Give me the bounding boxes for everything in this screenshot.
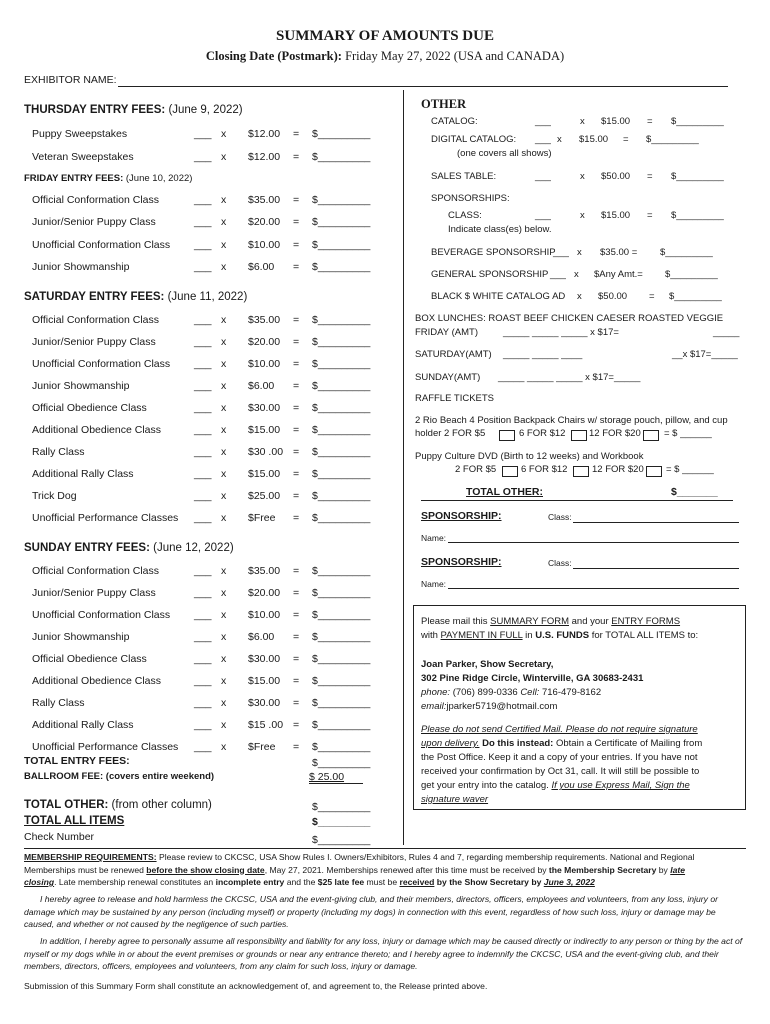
fee-qty[interactable]: ___ xyxy=(194,631,212,643)
class-label: CLASS: xyxy=(448,210,482,221)
catalog-qty[interactable]: ___ xyxy=(535,116,551,127)
fee-qty[interactable]: ___ xyxy=(194,446,212,458)
general-label: GENERAL SPONSORSHIP xyxy=(431,269,549,280)
fee-label: Junior Showmanship xyxy=(32,631,130,643)
black-white-x: x xyxy=(577,291,582,302)
fee-price: $20.00 xyxy=(248,587,281,599)
fee-amount[interactable]: $_________ xyxy=(312,151,371,163)
fee-price: $10.00 xyxy=(248,609,281,621)
fee-label: Rally Class xyxy=(32,446,85,458)
friday-heading: FRIDAY ENTRY FEES: (June 10, 2022) xyxy=(24,173,193,184)
fee-eq: = xyxy=(293,697,300,709)
rio-6for12-checkbox[interactable] xyxy=(571,430,587,441)
release-paragraph-2: In addition, I hereby agree to personally assume all responsibility and liability for any loss, injury or damage which may be caused directly or indirectly to any person or thing by the act of myself or my dogs while in or about the event premises or grounds or near any entrance thereto; and I hereby agree to indemnify the CKCSC, USA and the event-giving club, and their members, directors, officers, employees and volunteers, from any claim for such loss, injury or damage. xyxy=(24,936,743,971)
digital-catalog-x: x xyxy=(557,134,562,145)
fee-x: x xyxy=(221,609,227,621)
fee-x: x xyxy=(221,697,227,709)
fee-eq: = xyxy=(293,446,300,458)
fee-qty[interactable]: ___ xyxy=(194,490,212,502)
fee-qty[interactable]: ___ xyxy=(194,719,212,731)
digital-catalog-price: $15.00 xyxy=(579,134,609,145)
total-other-rule xyxy=(421,500,733,501)
fee-label: Trick Dog xyxy=(32,490,77,502)
fee-eq: = xyxy=(293,565,300,577)
fee-amount[interactable]: $_________ xyxy=(312,128,371,140)
beverage-amount[interactable]: $_________ xyxy=(660,247,713,258)
fee-qty[interactable]: ___ xyxy=(194,565,212,577)
fee-x: x xyxy=(221,512,227,524)
saturday-amt-total[interactable]: __x $17=_____ xyxy=(672,349,738,360)
fee-label: Junior Showmanship xyxy=(32,380,130,392)
catalog-eq: = xyxy=(647,116,653,127)
sales-table-x: x xyxy=(580,171,585,182)
fee-label: Rally Class xyxy=(32,697,85,709)
fee-label: Unofficial Conformation Class xyxy=(32,609,171,621)
sponsorship-1-name-label: Name: xyxy=(421,533,447,543)
saturday-amt-fields[interactable]: _____ _____ ____ xyxy=(503,349,583,360)
catalog-price: $15.00 xyxy=(601,116,631,127)
other-heading: OTHER xyxy=(421,97,467,111)
fee-label: Official Conformation Class xyxy=(32,565,160,577)
mail-line-1: Please mail this SUMMARY FORM and your ENTRY FORMS xyxy=(421,616,681,627)
black-white-label: BLACK $ WHITE CATALOG AD xyxy=(431,291,566,302)
fee-amount[interactable]: $_________ xyxy=(312,216,371,229)
fee-amount[interactable]: $_________ xyxy=(312,194,371,206)
fee-eq: = xyxy=(293,260,300,273)
page-title: SUMMARY OF AMOUNTS DUE xyxy=(276,28,494,44)
warn-line-6: signature waver xyxy=(421,794,489,805)
secretary-email: email:jparker5719@hotmail.com xyxy=(421,701,558,712)
class-note: Indicate class(es) below. xyxy=(448,224,552,235)
total-all-items-label: TOTAL ALL ITEMS xyxy=(24,815,125,827)
fee-x: x xyxy=(221,216,227,229)
pc-2for5-checkbox[interactable] xyxy=(502,466,518,477)
fee-label: Additional Rally Class xyxy=(32,719,134,731)
fee-label: Puppy Sweepstakes xyxy=(32,128,128,140)
fee-amount[interactable]: $_________ xyxy=(312,631,371,643)
fee-qty[interactable]: ___ xyxy=(194,468,212,480)
fee-label: Junior/Senior Puppy Class xyxy=(32,216,156,229)
fee-price: $Free xyxy=(248,512,276,524)
warn-line-1: Please do not send Certified Mail. Please do not require signature xyxy=(421,724,698,735)
fee-qty[interactable]: ___ xyxy=(194,512,212,524)
thursday-heading: THURSDAY ENTRY FEES: (June 9, 2022) xyxy=(24,104,243,116)
box-lunches-label: BOX LUNCHES: ROAST BEEF CHICKEN CAESER ROASTED VEGGIE xyxy=(415,313,724,324)
fee-eq: = xyxy=(293,631,300,643)
sales-table-price: $50.00 xyxy=(601,171,631,182)
fee-eq: = xyxy=(293,151,300,163)
ballroom-underline xyxy=(309,783,363,784)
fee-label: Junior/Senior Puppy Class xyxy=(32,587,156,599)
mail-line-2: with PAYMENT IN FULL in U.S. FUNDS for TOTAL ALL ITEMS to: xyxy=(421,630,699,641)
general-amount[interactable]: $_________ xyxy=(665,269,718,280)
sponsorship-1-class-field[interactable] xyxy=(573,522,739,523)
pc-6for12-label: 6 FOR $12 xyxy=(521,464,568,475)
sponsorship-1-name-field[interactable] xyxy=(448,542,739,543)
fee-amount[interactable]: $_________ xyxy=(312,512,371,524)
digital-catalog-label: DIGITAL CATALOG: xyxy=(431,134,517,145)
fee-eq: = xyxy=(293,380,300,392)
fee-eq: = xyxy=(293,490,300,502)
fee-amount[interactable]: $_________ xyxy=(312,653,371,665)
beverage-qty[interactable]: ___ xyxy=(553,247,569,258)
fee-x: x xyxy=(221,260,227,273)
total-entry-fees-label: TOTAL ENTRY FEES: xyxy=(24,755,130,767)
fee-amount[interactable]: $_________ xyxy=(312,490,371,502)
sales-table-eq: = xyxy=(647,171,653,182)
fee-eq: = xyxy=(293,402,300,414)
fee-qty[interactable]: ___ xyxy=(194,260,212,273)
release-paragraph-1: I hereby agree to release and hold harmless the CKCSC, USA and the event-giving club, and their members, directors, officers, employees and volunteers, from any loss, injury or damage which may be sustained by any person (including myself) or property (including my dogs) in connection with this event, regardless of how such loss, injury or damage may be caused, and whether or not caused by the negligence of such parties. xyxy=(24,894,718,929)
black-white-price: $50.00 xyxy=(598,291,628,302)
fee-eq: = xyxy=(293,653,300,665)
fee-qty[interactable]: ___ xyxy=(194,675,212,687)
fee-amount[interactable]: $_________ xyxy=(312,314,371,326)
fee-price: $15.00 xyxy=(248,468,281,480)
fee-eq: = xyxy=(293,719,300,731)
fee-eq: = xyxy=(293,675,300,687)
rio-chairs-text: 2 Rio Beach 4 Position Backpack Chairs w/ storage pouch, pillow, and cup xyxy=(415,415,728,426)
fee-label: Unofficial Performance Classes xyxy=(32,512,179,524)
fee-price: $10.00 xyxy=(248,238,281,251)
fee-price: $15 .00 xyxy=(248,719,284,731)
fee-price: $30 .00 xyxy=(248,446,284,458)
sunday-amt-label: SUNDAY(AMT) xyxy=(415,372,481,383)
fee-amount[interactable]: $_________ xyxy=(312,402,371,414)
fee-x: x xyxy=(221,238,227,251)
fee-price: $35.00 xyxy=(248,194,281,206)
fee-price: $6.00 xyxy=(248,260,275,273)
fee-label: Additional Obedience Class xyxy=(32,424,161,436)
fee-x: x xyxy=(221,358,227,370)
fee-label: Official Obedience Class xyxy=(32,402,147,414)
fee-label: Unofficial Conformation Class xyxy=(32,358,171,370)
fee-x: x xyxy=(221,402,227,414)
fee-amount[interactable]: $_________ xyxy=(312,424,371,436)
rio-total-field[interactable]: = $ ______ xyxy=(664,428,712,439)
rio-2for5-checkbox[interactable] xyxy=(499,430,515,441)
fee-price: $25.00 xyxy=(248,490,281,502)
warn-line-3: the Post Office. Keep it and a copy of your entries. If you have not xyxy=(421,752,698,763)
column-divider xyxy=(403,90,404,845)
fee-eq: = xyxy=(293,358,300,370)
fee-x: x xyxy=(221,565,227,577)
rio-2for5-label: holder 2 FOR $5 xyxy=(415,428,486,439)
sponsorship-2-name-label: Name: xyxy=(421,579,447,589)
fee-eq: = xyxy=(293,609,300,621)
fee-price: $20.00 xyxy=(248,216,281,229)
total-other-left-field[interactable]: $_________ xyxy=(312,801,371,813)
fee-amount[interactable]: $_________ xyxy=(312,675,371,687)
fee-eq: = xyxy=(293,741,300,753)
fee-label: Additional Rally Class xyxy=(32,468,134,480)
fee-qty[interactable]: ___ xyxy=(194,238,212,251)
saturday-amt-label: SATURDAY(AMT) xyxy=(415,349,492,360)
catalog-label: CATALOG: xyxy=(431,116,478,127)
fee-eq: = xyxy=(293,128,300,140)
submission-statement: Submission of this Summary Form shall constitute an acknowledgement of, and agreement to, the Release printed above. xyxy=(24,981,488,991)
black-white-amount[interactable]: $_________ xyxy=(669,291,722,302)
fee-x: x xyxy=(221,336,227,348)
fee-qty[interactable]: ___ xyxy=(194,151,212,163)
fee-label: Official Conformation Class xyxy=(32,194,160,206)
fee-label: Junior/Senior Puppy Class xyxy=(32,336,156,348)
fee-amount[interactable]: $_________ xyxy=(312,468,371,480)
fee-amount[interactable]: $_________ xyxy=(312,719,371,731)
class-x: x xyxy=(580,210,585,221)
sales-table-label: SALES TABLE: xyxy=(431,171,497,182)
fee-price: $12.00 xyxy=(248,128,281,140)
fee-qty[interactable]: ___ xyxy=(194,358,212,370)
sponsorship-1-class-label: Class: xyxy=(548,512,572,522)
friday-amt-fields[interactable]: _____ _____ _____ x $17= xyxy=(503,327,619,338)
sales-table-qty[interactable]: ___ xyxy=(535,171,551,182)
fee-qty[interactable]: ___ xyxy=(194,697,212,709)
fee-label: Unofficial Conformation Class xyxy=(32,238,171,251)
fee-label: Junior Showmanship xyxy=(32,260,130,273)
digital-catalog-amount[interactable]: $_________ xyxy=(646,134,699,145)
puppy-culture-text: Puppy Culture DVD (Birth to 12 weeks) and Workbook xyxy=(415,451,644,462)
sponsorships-label: SPONSORSHIPS: xyxy=(431,193,510,204)
pc-total-field[interactable]: = $ ______ xyxy=(666,464,714,475)
closing-date-value: Friday May 27, 2022 (USA and CANADA) xyxy=(345,49,565,63)
secretary-name: Joan Parker, Show Secretary, xyxy=(421,659,554,670)
fee-price: $Free xyxy=(248,741,276,753)
rio-12for20-label: 12 FOR $20 xyxy=(589,428,641,439)
pc-12for20-checkbox[interactable] xyxy=(646,466,662,477)
digital-catalog-eq: = xyxy=(623,134,629,145)
fee-x: x xyxy=(221,424,227,436)
fee-qty[interactable]: ___ xyxy=(194,653,212,665)
digital-catalog-qty[interactable]: ___ xyxy=(535,134,551,145)
fee-qty[interactable]: ___ xyxy=(194,380,212,392)
fee-price: $10.00 xyxy=(248,358,281,370)
warn-line-4: received your confirmation by Oct 31, call. It will still be possible to xyxy=(421,766,700,777)
total-entry-fees-field[interactable]: $_________ xyxy=(312,757,371,769)
fee-eq: = xyxy=(293,216,300,229)
fee-price: $30.00 xyxy=(248,697,281,709)
fee-price: $15.00 xyxy=(248,424,281,436)
fee-qty[interactable]: ___ xyxy=(194,402,212,414)
sponsorship-2-class-field[interactable] xyxy=(573,568,739,569)
sunday-amt-fields[interactable]: _____ _____ _____ x $17=_____ xyxy=(498,372,641,383)
check-number-field[interactable]: $_________ xyxy=(312,834,371,846)
digital-catalog-note: (one covers all shows) xyxy=(457,148,552,159)
fee-eq: = xyxy=(293,424,300,436)
fee-qty[interactable]: ___ xyxy=(194,336,212,348)
fee-amount[interactable]: $_________ xyxy=(312,565,371,577)
secretary-address: 302 Pine Ridge Circle, Winterville, GA 30683-2431 xyxy=(421,673,644,684)
black-white-eq: = xyxy=(649,291,655,302)
fee-qty[interactable]: ___ xyxy=(194,128,212,140)
fee-price: $12.00 xyxy=(248,151,281,163)
footer-rule xyxy=(24,848,746,849)
fee-amount[interactable]: $_________ xyxy=(312,741,371,753)
general-price: $Any Amt.= xyxy=(594,269,643,280)
fee-x: x xyxy=(221,653,227,665)
class-price: $15.00 xyxy=(601,210,631,221)
fee-label: Additional Obedience Class xyxy=(32,675,161,687)
fee-eq: = xyxy=(293,587,300,599)
sunday-heading: SUNDAY ENTRY FEES: (June 12, 2022) xyxy=(24,542,234,554)
fee-price: $20.00 xyxy=(248,336,281,348)
fee-x: x xyxy=(221,128,227,140)
secretary-phone: phone: (706) 899-0336 Cell: 716-479-8162 xyxy=(421,687,602,698)
fee-price: $35.00 xyxy=(248,565,281,577)
fee-eq: = xyxy=(293,512,300,524)
fee-amount[interactable]: $_________ xyxy=(312,446,371,458)
sponsorship-1-label: SPONSORSHIP: xyxy=(421,510,502,522)
friday-amt-total[interactable]: _____ xyxy=(713,327,740,338)
closing-date xyxy=(0,49,770,64)
fee-x: x xyxy=(221,314,227,326)
fee-label: Unofficial Performance Classes xyxy=(32,741,179,753)
fee-x: x xyxy=(221,587,227,599)
pc-12for20-label: 12 FOR $20 xyxy=(592,464,644,475)
fee-amount[interactable]: $_________ xyxy=(312,260,371,273)
fee-x: x xyxy=(221,194,227,206)
fee-eq: = xyxy=(293,238,300,251)
fee-price: $30.00 xyxy=(248,402,281,414)
class-qty[interactable]: ___ xyxy=(535,210,551,221)
rio-12for20-checkbox[interactable] xyxy=(643,430,659,441)
closing-date-label: Closing Date (Postmark): xyxy=(205,49,342,63)
saturday-heading: SATURDAY ENTRY FEES: (June 11, 2022) xyxy=(24,291,248,303)
warn-line-2: upon delivery. Do this instead: Obtain a Certificate of Mailing from xyxy=(421,738,703,749)
sponsorship-2-label: SPONSORSHIP: xyxy=(421,556,502,568)
catalog-amount[interactable]: $_________ xyxy=(671,116,724,127)
fee-price: $15.00 xyxy=(248,675,281,687)
fee-qty[interactable]: ___ xyxy=(194,216,212,229)
fee-qty[interactable]: ___ xyxy=(194,424,212,436)
fee-x: x xyxy=(221,446,227,458)
warn-line-5: get your entry into the catalog. If you use Express Mail, Sign the xyxy=(421,780,690,791)
ballroom-fee-label: BALLROOM FEE: (covers entire weekend) xyxy=(24,771,215,782)
check-number-label: Check Number xyxy=(24,831,95,843)
fee-amount[interactable]: $_________ xyxy=(312,336,371,348)
total-all-items-field[interactable]: $_________ xyxy=(312,816,371,828)
fee-x: x xyxy=(221,380,227,392)
exhibitor-name-label: EXHIBITOR NAME: xyxy=(24,74,117,86)
catalog-x: x xyxy=(580,116,585,127)
class-eq: = xyxy=(647,210,653,221)
fee-price: $6.00 xyxy=(248,631,275,643)
fee-qty[interactable]: ___ xyxy=(194,194,212,206)
friday-amt-label: FRIDAY (AMT) xyxy=(415,327,478,338)
fee-label: Official Conformation Class xyxy=(32,314,160,326)
fee-qty[interactable]: ___ xyxy=(194,609,212,621)
beverage-price: $35.00 = xyxy=(600,247,638,258)
sales-table-amount[interactable]: $_________ xyxy=(671,171,724,182)
fee-amount[interactable]: $_________ xyxy=(312,697,371,709)
fee-qty[interactable]: ___ xyxy=(194,587,212,599)
pc-2for5-label: 2 FOR $5 xyxy=(455,464,497,475)
general-x: x xyxy=(574,269,579,280)
general-qty[interactable]: ___ xyxy=(550,269,566,280)
fee-x: x xyxy=(221,490,227,502)
beverage-x: x xyxy=(577,247,582,258)
fee-eq: = xyxy=(293,194,300,206)
fee-amount[interactable]: $_________ xyxy=(312,238,371,251)
ballroom-fee-amount: $ 25.00 xyxy=(309,771,345,783)
beverage-label: BEVERAGE SPONSORSHIP xyxy=(431,247,556,258)
fee-x: x xyxy=(221,468,227,480)
rio-6for12-label: 6 FOR $12 xyxy=(519,428,566,439)
membership-requirements: MEMBERSHIP REQUIREMENTS: Please review to CKCSC, USA Show Rules I. Owners/Exhibitors, Rules 4 and 7, regarding membership requirements. National and Regional Memberships must be renewed before the show closing date, May 27, 2021. Memberships renewed after this time must be received by the Membership Secretary by late closing. Late membership renewal constitutes an incomplete entry and the $25 late fee must be received by the Show Secretary by June 3, 2022 xyxy=(24,852,695,887)
sponsorship-2-name-field[interactable] xyxy=(448,588,739,589)
fee-x: x xyxy=(221,675,227,687)
total-other-left: TOTAL OTHER: (from other column) xyxy=(24,799,212,811)
sponsorship-2-class-label: Class: xyxy=(548,558,572,568)
fee-price: $35.00 xyxy=(248,314,281,326)
exhibitor-name-field[interactable] xyxy=(118,86,728,87)
fee-amount[interactable]: $_________ xyxy=(312,609,371,621)
fee-eq: = xyxy=(293,336,300,348)
fee-qty[interactable]: ___ xyxy=(194,741,212,753)
fee-eq: = xyxy=(293,314,300,326)
fee-price: $30.00 xyxy=(248,653,281,665)
fee-qty[interactable]: ___ xyxy=(194,314,212,326)
fee-x: x xyxy=(221,719,227,731)
total-other-right-label: TOTAL OTHER: xyxy=(466,486,543,498)
class-amount[interactable]: $_________ xyxy=(671,210,724,221)
raffle-label: RAFFLE TICKETS xyxy=(415,393,495,404)
fee-eq: = xyxy=(293,468,300,480)
fee-amount[interactable]: $_________ xyxy=(312,358,371,370)
pc-6for12-checkbox[interactable] xyxy=(573,466,589,477)
fee-x: x xyxy=(221,631,227,643)
fee-x: x xyxy=(221,741,227,753)
fee-price: $6.00 xyxy=(248,380,275,392)
total-other-right-field[interactable]: $_______ xyxy=(671,486,718,498)
fee-x: x xyxy=(221,151,227,163)
fee-amount[interactable]: $_________ xyxy=(312,380,371,392)
fee-label: Veteran Sweepstakes xyxy=(32,151,134,163)
fee-amount[interactable]: $_________ xyxy=(312,587,371,599)
fee-label: Official Obedience Class xyxy=(32,653,147,665)
